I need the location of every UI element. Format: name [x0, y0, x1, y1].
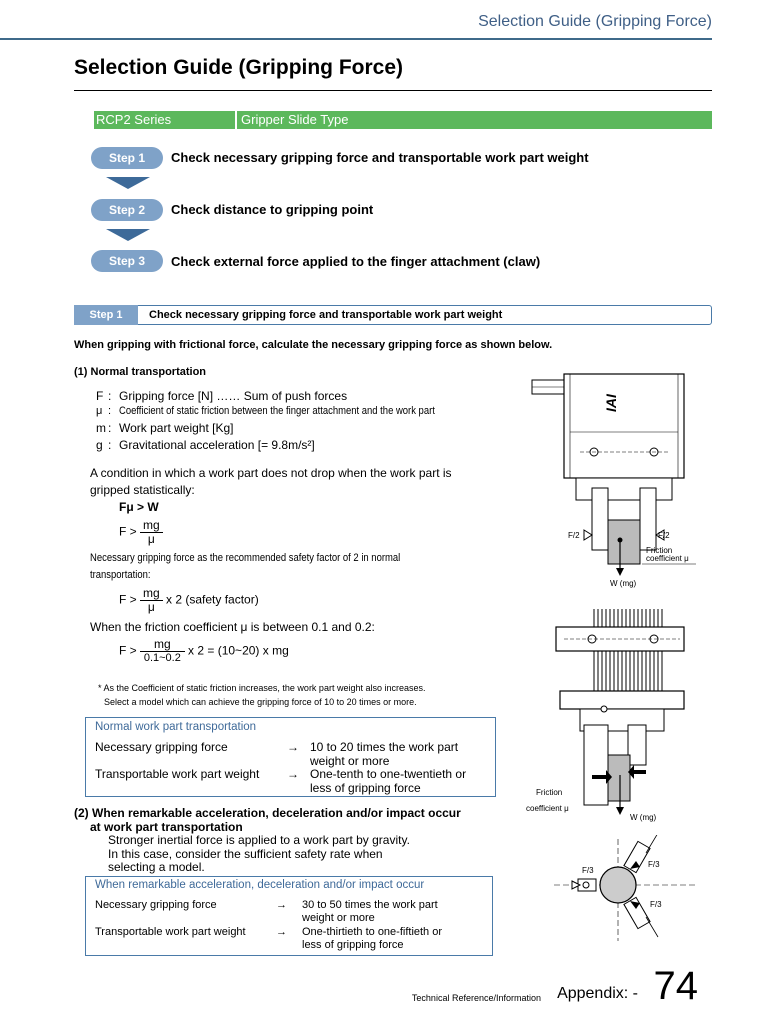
- formula-1: F > $\frac{mg}{\mu}$: [119, 519, 163, 546]
- def-symbol: m: [96, 421, 106, 435]
- page-number: 74: [653, 964, 698, 1008]
- def-text: Gripping force [N] …… Sum of push forces: [119, 389, 348, 403]
- row-value: less of gripping force: [302, 939, 404, 951]
- friction-label: coefficient μ: [646, 554, 689, 563]
- brand-logo: IAI: [603, 394, 619, 412]
- down-arrow-icon: [106, 229, 150, 241]
- friction-label: Friction: [536, 788, 563, 797]
- row-label: Transportable work part weight: [95, 926, 246, 938]
- row-value: weight or more: [310, 754, 390, 768]
- title-rule: [74, 90, 712, 91]
- weight-label: W (mg): [630, 813, 657, 822]
- arrow-icon: →: [276, 899, 287, 911]
- def-symbol: g: [96, 438, 103, 452]
- step-3-pill: Step 3: [91, 250, 163, 272]
- note-line: Select a model which can achieve the gripping force of 10 to 20 times or more.: [104, 697, 417, 707]
- def-text: Gravitational acceleration [= 9.8m/s²]: [119, 438, 315, 452]
- footer-section: Technical Reference/Information: [411, 993, 541, 1003]
- def-text: Work part weight [Kg]: [119, 421, 234, 435]
- row-value: 10 to 20 times the work part: [310, 740, 459, 754]
- header-rule: [0, 38, 712, 40]
- step-1-text: Check necessary gripping force and transportable work part weight: [171, 150, 589, 165]
- impact-heading: (2) When remarkable acceleration, deceleration and/or impact occur: [74, 806, 461, 820]
- impact-box-title: When remarkable acceleration, deceleration and/or impact occur: [95, 879, 425, 891]
- def-symbol: μ: [96, 405, 103, 417]
- row-label: Necessary gripping force: [95, 740, 228, 754]
- force-label: F/3: [650, 900, 662, 909]
- row-value: weight or more: [302, 912, 375, 924]
- def-text: Coefficient of static friction between the finger attachment and the work part: [119, 405, 435, 417]
- step-2-text: Check distance to gripping point: [171, 202, 374, 217]
- note-line: * As the Coefficient of static friction increases, the work part weight also increases.: [98, 683, 426, 693]
- running-header: Selection Guide (Gripping Force): [478, 13, 712, 30]
- gripper-figure-1: [520, 370, 710, 590]
- normal-heading: (1) Normal transportation: [74, 366, 207, 378]
- friction-label: Friction: [646, 546, 673, 555]
- arrow-icon: →: [287, 767, 299, 781]
- row-label: Necessary gripping force: [95, 899, 217, 911]
- safety-line: Necessary gripping force as the recommended safety factor of 2 in normal: [90, 552, 401, 564]
- series-type: Gripper Slide Type: [241, 112, 349, 127]
- impact-body: In this case, consider the sufficient safety rate when: [108, 847, 383, 861]
- down-arrow-icon: [106, 177, 150, 189]
- intro-text: When gripping with frictional force, calculate the necessary gripping force as shown below.: [74, 339, 553, 351]
- force-label: F/3: [648, 860, 660, 869]
- arrow-icon: →: [276, 926, 287, 938]
- row-value: less of gripping force: [310, 781, 421, 795]
- row-value: One-tenth to one-twentieth or: [310, 767, 467, 781]
- impact-body: selecting a model.: [108, 860, 205, 874]
- row-value: 30 to 50 times the work part: [302, 899, 438, 911]
- series-divider: [235, 111, 237, 129]
- step1-section-text: Check necessary gripping force and transportable work part weight: [149, 309, 503, 321]
- row-label: Transportable work part weight: [95, 767, 260, 781]
- row-value: One-thirtieth to one-fiftieth or: [302, 926, 443, 938]
- impact-body: Stronger inertial force is applied to a work part by gravity.: [108, 833, 410, 847]
- inequality: Fμ > W: [119, 500, 159, 514]
- normal-box-title: Normal work part transportation: [95, 721, 257, 733]
- force-label: F/3: [582, 866, 594, 875]
- safety-line: transportation:: [90, 569, 151, 581]
- step-2-pill: Step 2: [91, 199, 163, 221]
- page-title: Selection Guide (Gripping Force): [74, 56, 404, 79]
- impact-heading: at work part transportation: [90, 820, 243, 834]
- formula-3: F > $\frac{mg}{0.1\sim 0.2}$ x 2 = (10~20) x mg: [119, 637, 289, 664]
- condition-line: A condition in which a work part does not drop when the work part is: [90, 466, 452, 480]
- force-label: F/2: [568, 531, 580, 540]
- footer-appendix: Appendix: -: [557, 985, 638, 1002]
- gripper-figure-3: [550, 835, 700, 945]
- gripper-figure-2: [520, 605, 710, 827]
- weight-label: W (mg): [610, 579, 637, 588]
- step-3-text: Check external force applied to the finger attachment (claw): [171, 254, 541, 269]
- force-label: F/2: [658, 531, 670, 540]
- arrow-icon: →: [287, 740, 299, 754]
- series-name: RCP2 Series: [96, 112, 172, 127]
- formula-2: F > $\frac{mg}{\mu}$ x 2 (safety factor): [119, 586, 259, 614]
- friction-line: When the friction coefficient μ is between 0.1 and 0.2:: [90, 620, 375, 634]
- def-symbol: F: [96, 389, 104, 403]
- friction-label: coefficient μ: [526, 804, 569, 813]
- step1-section-label: Step 1: [74, 305, 138, 325]
- step-1-pill: Step 1: [91, 147, 163, 169]
- condition-line: gripped statistically:: [90, 483, 195, 497]
